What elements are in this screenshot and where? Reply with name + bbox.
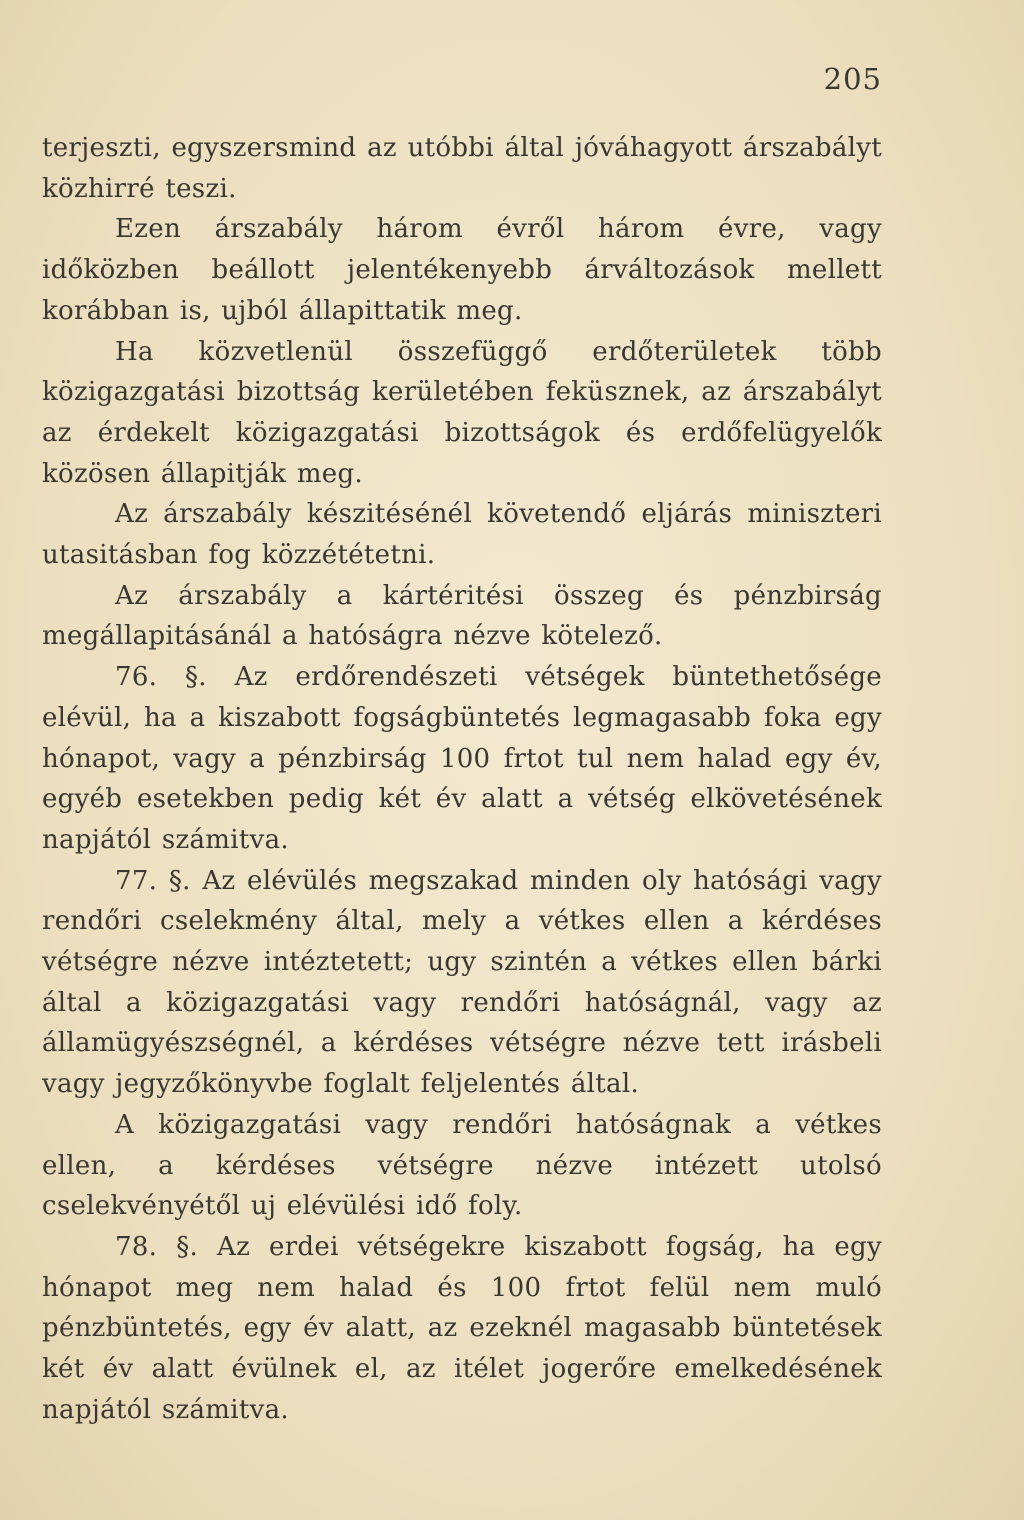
- paragraph-binding-tariff: Az árszabály a kártéritési összeg és pénzbirság megállapitásánál a hatóságra nézve kötelező.: [42, 580, 882, 652]
- page-number: 205: [823, 62, 882, 96]
- paragraph-new-limitation: A közigazgatási vagy rendőri hatóságnak a vétkes ellen, a kérdéses vétségre nézve intézett utolsó cselekvényétől uj elévülési idő foly.: [42, 1109, 882, 1222]
- paragraph-joint-forest-areas: Ha közvetlenül összefüggő erdőterületek több közigazgatási bizottság kerületében feküsznek, az árszabályt az érdekelt közigazgatási bizottságok és erdőfelügyelők közösen állapitják meg.: [42, 336, 882, 489]
- paragraph-continuation: terjeszti, egyszersmind az utóbbi által jóváhagyott árszabályt közhirré teszi.: [42, 133, 882, 204]
- paragraph-arszabaly-revision: Ezen árszabály három évről három évre, vagy időközben beállott jelentékenyebb árváltozások mellett korábban is, ujból állapittatik meg.: [42, 214, 882, 326]
- paragraph-ministerial-instruction: Az árszabály készitésénél követendő eljárás miniszteri utasitásban fog közzététetni.: [42, 499, 882, 571]
- section-76: 76. §. Az erdőrendészeti vétségek büntethetősége elévül, ha a kiszabott fogságbüntetés legmagasabb foka egy hónapot, vagy a pénzbirság 100 frtot tul nem halad egy év, egyéb esetekben pedig két év alatt a vétség elkövetésének napjától számitva.: [42, 662, 882, 855]
- page-body: [42, 128, 882, 1431]
- section-77: 77. §. Az elévülés megszakad minden oly hatósági vagy rendőri cselekmény által, mely a vétkes ellen a kérdéses vétségre nézve intéztetett; ugy szintén a vétkes ellen bárki által a közigazgatási vagy rendőri hatóságnál, vagy az államügyészségnél, a kérdéses vétségre nézve tett irásbeli vagy jegyzőkönyvbe foglalt feljelentés által.: [42, 865, 882, 1100]
- section-78: 78. §. Az erdei vétségekre kiszabott fogság, ha egy hónapot meg nem halad és 100 frtot felül nem muló pénzbüntetés, egy év alatt, az ezeknél magasabb büntetések két év alatt évülnek el, az itélet jogerőre emelkedésének napjától számitva.: [42, 1231, 882, 1425]
